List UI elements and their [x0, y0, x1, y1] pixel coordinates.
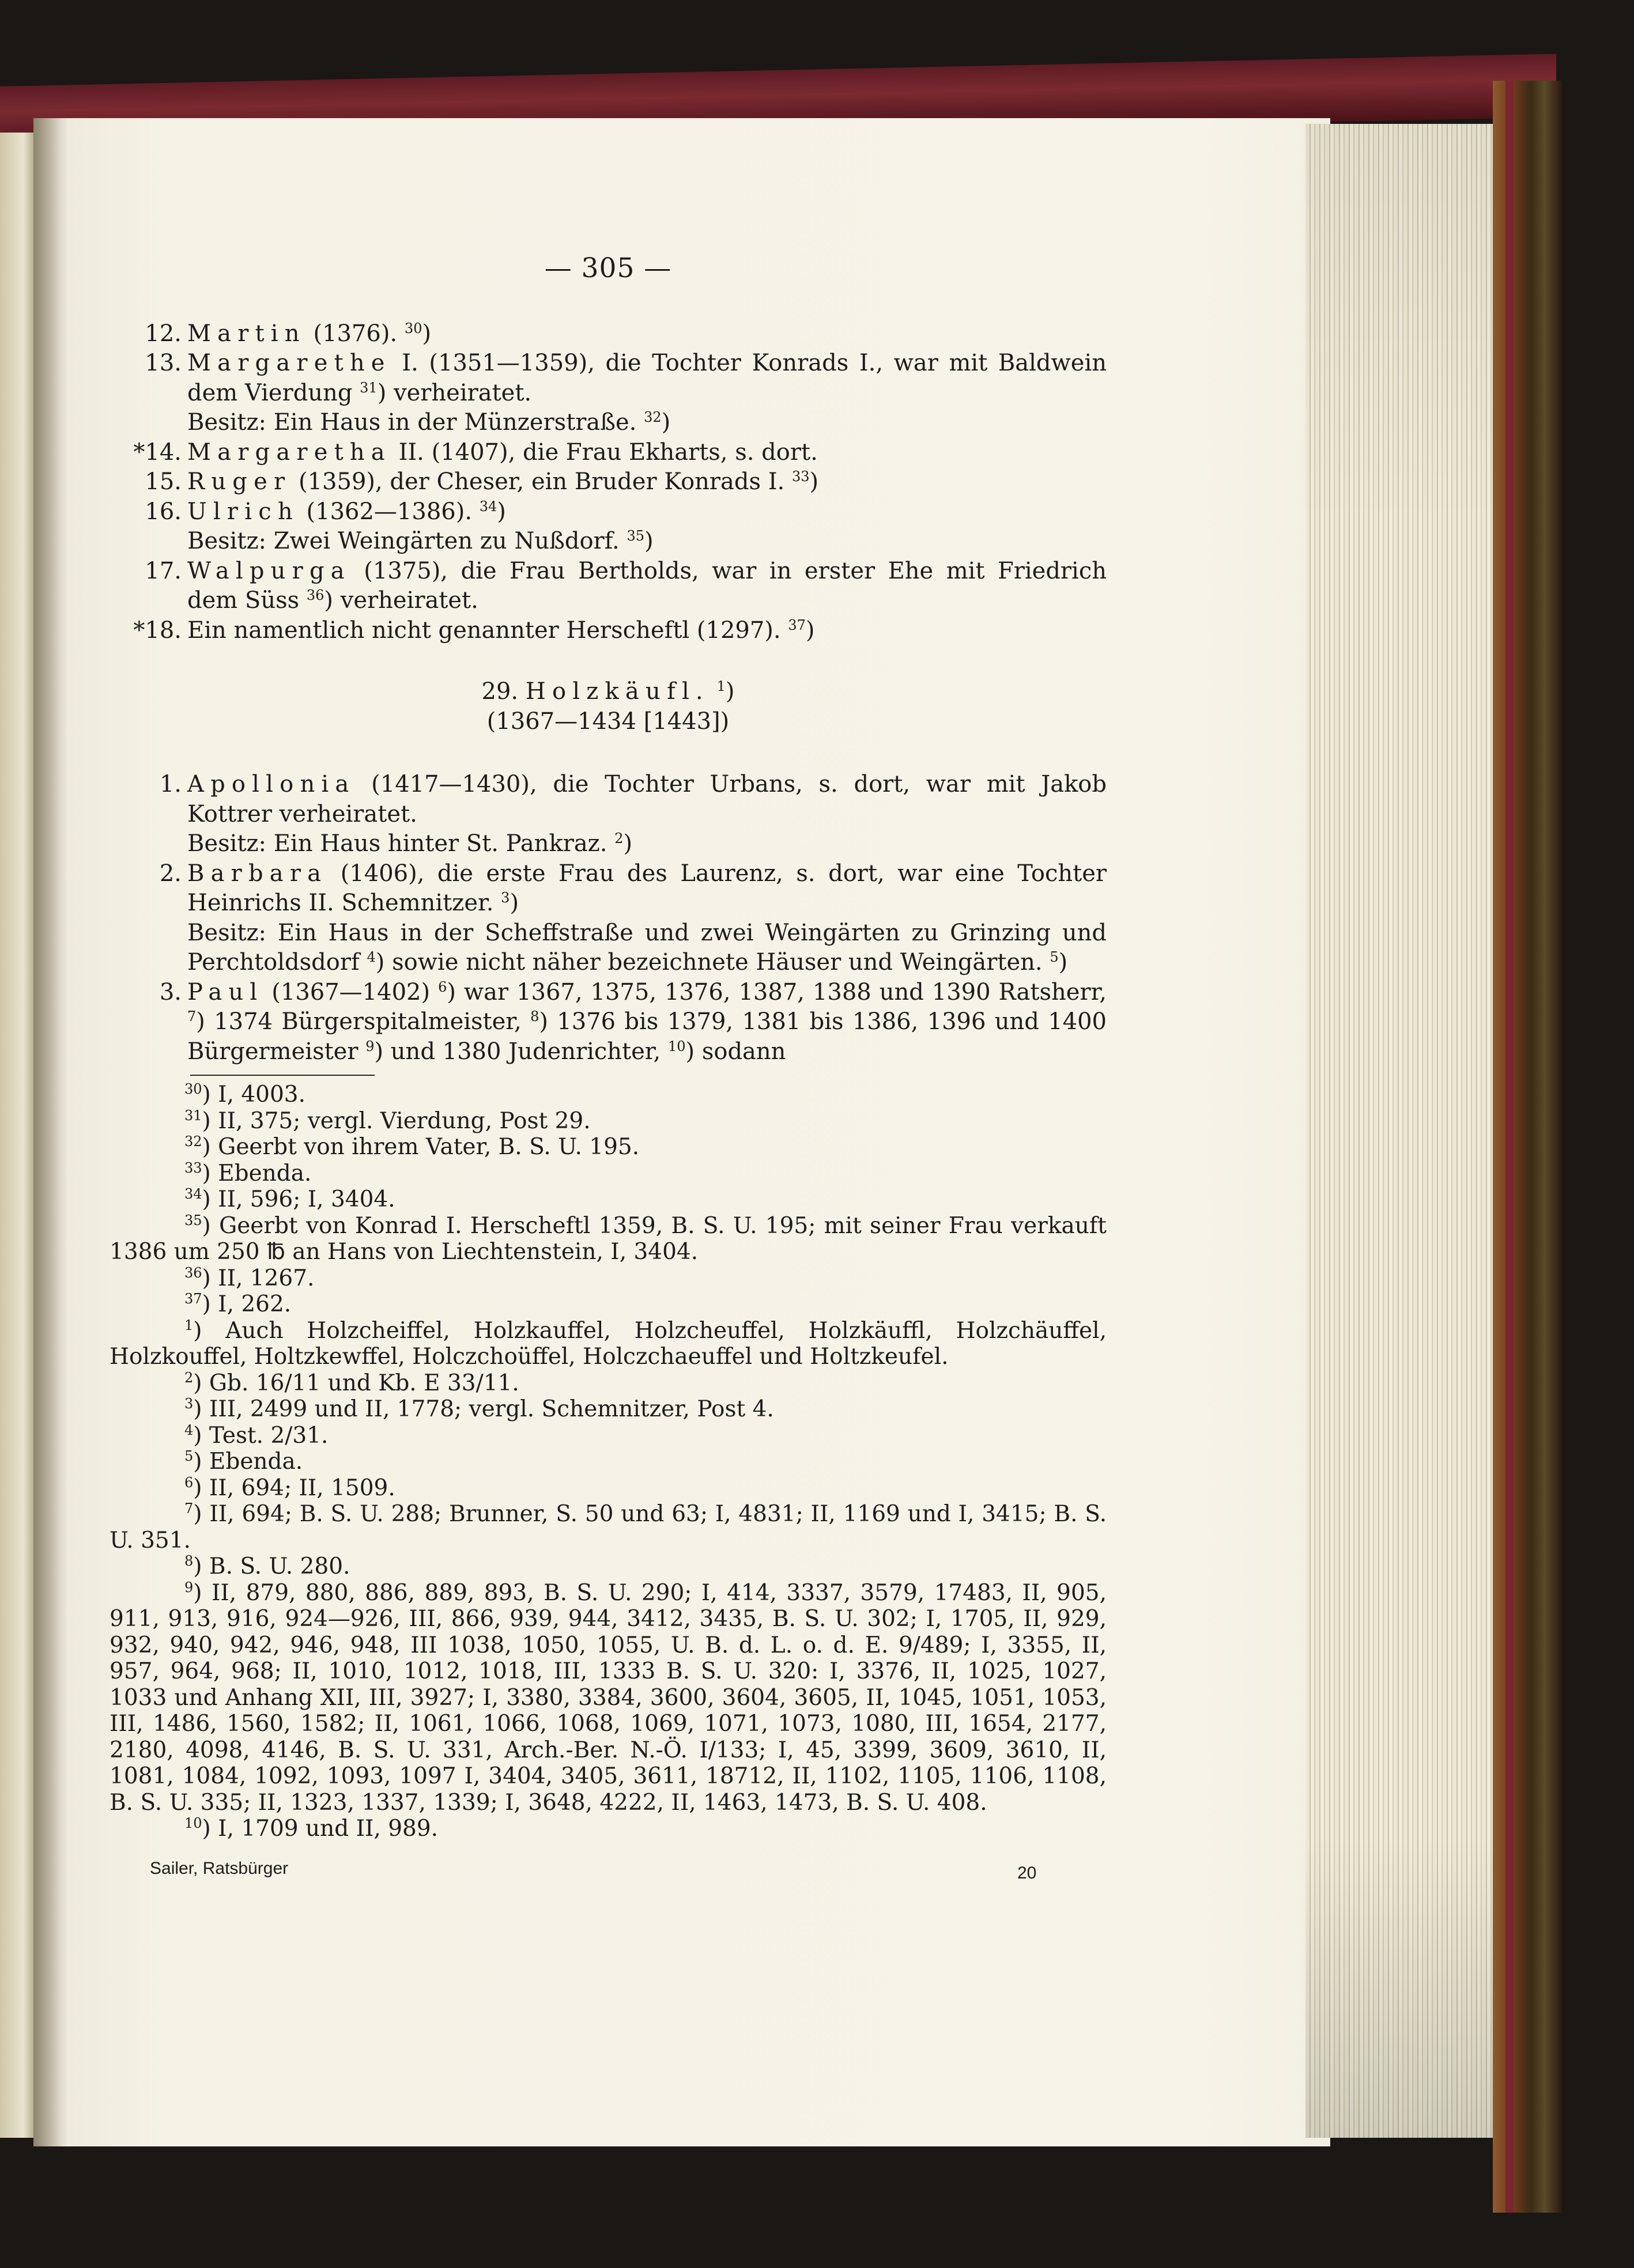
- entry-name: Martin: [187, 320, 306, 347]
- note-ref: 37: [788, 617, 806, 633]
- section-title: 29. Holzkäufl. $^1$): [481, 678, 735, 705]
- note-ref: 32: [644, 409, 662, 425]
- note-ref: 33: [791, 468, 810, 485]
- note-ref: 6: [438, 978, 447, 995]
- entry-name: Barbara: [187, 860, 328, 887]
- entry-number: 15.: [145, 468, 182, 495]
- entry-name: Margaretha: [187, 439, 391, 466]
- footnotes: [110, 1082, 1107, 1842]
- footnote-number: 32: [184, 1133, 202, 1150]
- entry-text: ) verheiratet.: [377, 379, 532, 406]
- entry-text: ) sodann: [685, 1038, 786, 1065]
- entry-body: Martin (1376). $^{30}$): [187, 320, 432, 347]
- footnote: $^{35}$) Geerbt von Konrad I. Herscheftl 1359, B. S. U. 195; mit seiner Frau verkauft 1386 um 250 ℔ an Hans von Liechtenstein, I, 3404.: [110, 1212, 1107, 1265]
- footnote: $^{37}$) I, 262.: [184, 1291, 292, 1317]
- footnote-text: II, 694; II, 1509.: [209, 1475, 395, 1501]
- footnote-number: 6: [184, 1474, 194, 1491]
- entry-1: [110, 770, 1107, 859]
- footnote-number: 37: [184, 1291, 202, 1307]
- besitz-line-cont: ) sowie nicht näher bezeichnete Häuser und Weingärten.: [375, 949, 1043, 976]
- section-number: 29.: [481, 678, 526, 705]
- entry-text: war 1367, 1375, 1376, 1387, 1388 und 1390 Ratsherr,: [455, 978, 1107, 1006]
- entry-name: Margarethe: [187, 350, 391, 376]
- footnote-number: 1: [184, 1317, 194, 1333]
- entry-text: (1417—1430), die Tochter Urbans, s. dort, war mit Jakob Kottrer verheiratet.: [187, 771, 1107, 827]
- footnote: $^{36}$) II, 1267.: [184, 1264, 315, 1291]
- footnote-number: 2: [184, 1369, 194, 1386]
- footnote: $^9$) II, 879, 880, 886, 889, 893, B. S. U. 290; I, 414, 3337, 3579, 17483, II, 905, 911, 913, 916, 924—926, III, 866, 939, 944, 3412, 3435, B. S. U. 302; I, 1705, II, 929, 932, 940, 942, 946, 948, III 1038, 1050, 1055, U. B. d. L. o. d. E. 9/489; I, 3355, II, 957, 964, 968; II, 1010, 1012, 1018, III, 1333 B. S. U. 320: I, 3376, II, 1025, 1027, 1033 und Anhang XII, III, 3927; I, 3380, 3384, 3600, 3604, 3605, II, 1045, 1051, 1053, III, 1486, 1560, 1582; II, 1061, 1066, 1068, 1069, 1071, 1073, 1080, III, 1654, 2177, 2180, 4098, 4146, B. S. U. 331, Arch.-Ber. N.-Ö. I/133; I, 45, 3399, 3609, 3610, II, 1081, 1084, 1092, 1093, 1097 I, 3404, 3405, 3611, 18712, II, 1102, 1105, 1106, 1108, B. S. U. 335; II, 1323, 1337, 1339; I, 3648, 4222, II, 1463, 1473, B. S. U. 408.: [110, 1579, 1107, 1816]
- footnote-text: Ebenda.: [218, 1160, 312, 1186]
- entry-body: [187, 438, 1107, 468]
- entry-body: Ulrich (1362—1386). $^{34}$) Besitz: Zwei Weingärten zu Nußdorf. $^{35}$): [187, 498, 654, 554]
- footnote-text: B. S. U. 280.: [209, 1553, 350, 1579]
- note-ref: 34: [479, 498, 497, 515]
- footnote-number: 7: [184, 1500, 194, 1517]
- entry-number: 1.: [159, 771, 182, 797]
- entry-name: Paul: [187, 978, 264, 1006]
- entry-text: ) 1376 bis 1379, 1381 bis 1386, 1396 und 1400 Bürgermeister: [187, 1008, 1107, 1065]
- entry-17: [110, 557, 1107, 616]
- note-ref: 10: [667, 1038, 686, 1054]
- entry-text: ) verheiratet.: [324, 587, 478, 614]
- footnote-rule: [190, 1075, 375, 1076]
- page-text: [110, 254, 1107, 1888]
- note-ref: 5: [1050, 949, 1059, 965]
- footnote-number: 5: [184, 1448, 194, 1464]
- footnote-number: 9: [184, 1579, 194, 1596]
- entry-number: 2.: [159, 860, 182, 887]
- entry-12: [110, 319, 1107, 349]
- entry-body: Ruger (1359), der Cheser, ein Bruder Konrads I. $^{33}$): [187, 468, 819, 495]
- footnote: $^4$) Test. 2/31.: [184, 1422, 329, 1449]
- entry-number: 16.: [145, 498, 182, 525]
- footnote-number: 10: [184, 1815, 202, 1831]
- footnote-number: 34: [184, 1186, 202, 1202]
- page-gutter-shadow: [33, 118, 68, 2146]
- book-cover-spine: [1493, 81, 1562, 2213]
- entry-body: Barbara (1406), die erste Frau des Laurenz, s. dort, war eine Tochter Heinrichs II. Schemnitzer. $^3$) Besitz: Ein Haus in der Scheffstraße und zwei Weingärten zu Grinzing und Perchtoldsdorf $^4$) sowie nicht näher bezeichnete Häuser und Weingärten. $^5$): [187, 860, 1107, 976]
- entry-number: *14.: [133, 439, 182, 466]
- entry-name: Apollonia: [187, 771, 356, 797]
- footnote-text: Auch Holzcheiffel, Holzkauffel, Holzcheuffel, Holzkäuffl, Holzchäuffel, Holzkouffel, Holtzkewffel, Holczchoüffel, Holczchaeuffel und Holtzkeufel.: [110, 1317, 1107, 1370]
- footnote-text: II, 1267.: [218, 1265, 315, 1291]
- entry-number: 17.: [145, 557, 182, 584]
- footnote: $^{34}$) II, 596; I, 3404.: [184, 1186, 395, 1212]
- footnote: $^2$) Gb. 16/11 und Kb. E 33/11.: [184, 1369, 519, 1396]
- entry-text: (1362—1386).: [299, 498, 473, 525]
- entry-name: Walpurga: [187, 557, 351, 584]
- entry-2: [110, 859, 1107, 978]
- entry-text: I. (1351—1359), die Tochter Konrads I., war mit Baldwein dem Vierdung: [187, 350, 1107, 406]
- footnote: $^8$) B. S. U. 280.: [184, 1553, 350, 1579]
- entry-body: Margarethe I. (1351—1359), die Tochter Konrads I., war mit Baldwein dem Vierdung $^{31}$) verheiratet. Besitz: Ein Haus in der Münzerstraße. $^{32}$): [187, 350, 1107, 436]
- footnote-text: I, 1709 und II, 989.: [218, 1816, 439, 1842]
- entry-text: ) und 1380 Judenrichter,: [374, 1038, 668, 1065]
- footnote-number: 30: [184, 1081, 202, 1097]
- besitz-line: Besitz: Ein Haus in der Scheffstraße und zwei Weingärten zu Grinzing und Perchtoldsdorf: [187, 919, 1107, 976]
- footnote: $^7$) II, 694; B. S. U. 288; Brunner, S. 50 und 63; I, 4831; II, 1169 und I, 3415; B. S. U. 351.: [110, 1500, 1107, 1553]
- footnote: $^{33}$) Ebenda.: [184, 1159, 312, 1186]
- footnote: $^6$) II, 694; II, 1509.: [184, 1474, 395, 1501]
- footnote-number: 33: [184, 1159, 202, 1176]
- entry-text: (1359), der Cheser, ein Bruder Konrads I.: [291, 468, 785, 495]
- footnote-text: II, 879, 880, 886, 889, 893, B. S. U. 290; I, 414, 3337, 3579, 17483, II, 905, 911, 913, 916, 924—926, III, 866, 939, 944, 3412, 3435, B. S. U. 302; I, 1705, II, 929, 932, 940, 942, 946, 948, III 1038, 1050, 1055, U. B. d. L. o. d. E. 9/489; I, 3355, II, 957, 964, 968; II, 1010, 1012, 1018, III, 1333 B. S. U. 320: I, 3376, II, 1025, 1027, 1033 und Anhang XII, III, 3927; I, 3380, 3384, 3600, 3604, 3605, II, 1045, 1051, 1053, III, 1486, 1560, 1582; II, 1061, 1066, 1068, 1069, 1071, 1073, 1080, III, 1654, 2177, 2180, 4098, 4146, B. S. U. 331, Arch.-Ber. N.-Ö. I/133; I, 45, 3399, 3609, 3610, II, 1081, 1084, 1092, 1093, 1097 I, 3404, 3405, 3611, 18712, II, 1102, 1105, 1106, 1108, B. S. U. 335; II, 1323, 1337, 1339; I, 3648, 4222, II, 1463, 1473, B. S. U. 408.: [110, 1579, 1107, 1816]
- footnote-text: Geerbt von Konrad I. Herscheftl 1359, B. S. U. 195; mit seiner Frau verkauft 1386 um 250 ℔ an Hans von Liechtenstein, I, 3404.: [110, 1212, 1107, 1265]
- note-ref: 36: [306, 587, 324, 603]
- entry-number: 3.: [159, 978, 182, 1006]
- footer-signature: Sailer, Ratsbürger: [150, 1858, 289, 1878]
- note-ref: 35: [627, 528, 645, 544]
- entry-body: [187, 557, 1107, 616]
- footnote-number: 35: [184, 1212, 202, 1228]
- entry-text: (1376).: [305, 320, 398, 347]
- entry-number: *18.: [133, 617, 182, 644]
- entry-16: [110, 497, 1107, 557]
- entry-body: Paul (1367—1402) $^6$) war 1367, 1375, 1376, 1387, 1388 und 1390 Ratsherr, $^7$) 1374 Bürgerspitalmeister, $^8$) 1376 bis 1379, 1381 bis 1386, 1396 und 1400 Bürgermeister $^9$) und 1380 Judenrichter, $^{10}$) sodann: [187, 978, 1107, 1065]
- entry-3: [110, 978, 1107, 1067]
- footnote: $^5$) Ebenda.: [184, 1448, 303, 1475]
- entry-text: (1406), die erste Frau des Laurenz, s. dort, war eine Tochter Heinrichs II. Schemnitzer.: [187, 860, 1107, 916]
- footnote: $^1$) Auch Holzcheiffel, Holzkauffel, Holzcheuffel, Holzkäuffl, Holzchäuffel, Holzkouffel, Holtzkewffel, Holczchoüffel, Holczchaeuffel und Holtzkeufel.: [110, 1317, 1107, 1370]
- footnote: $^{32}$) Geerbt von ihrem Vater, B. S. U. 195.: [184, 1133, 640, 1160]
- entry-name: Ruger: [187, 468, 292, 495]
- footnote-text: III, 2499 und II, 1778; vergl. Schemnitzer, Post 4.: [209, 1396, 774, 1422]
- entry-18: [110, 616, 1107, 646]
- note-ref: 8: [530, 1008, 539, 1025]
- page-number: — 305 —: [544, 252, 672, 284]
- besitz-line: Besitz: Zwei Weingärten zu Nußdorf.: [187, 528, 620, 554]
- section-family-name: Holzkäufl.: [525, 678, 710, 705]
- note-ref: 2: [614, 830, 624, 846]
- note-ref: 3: [501, 890, 510, 906]
- footnote-number: 31: [184, 1107, 202, 1124]
- footnote: $^3$) III, 2499 und II, 1778; vergl. Schemnitzer, Post 4.: [184, 1396, 774, 1422]
- footnote-number: 4: [184, 1422, 194, 1438]
- footnote-number: 36: [184, 1264, 202, 1281]
- footnote-text: Test. 2/31.: [209, 1422, 329, 1449]
- entry-body: Apollonia (1417—1430), die Tochter Urbans, s. dort, war mit Jakob Kottrer verheiratet. Besitz: Ein Haus hinter St. Pankraz. $^2$): [187, 771, 1107, 857]
- entry-text: II. (1407), die Frau Ekharts, s. dort.: [391, 439, 818, 466]
- note-ref: 7: [187, 1008, 197, 1025]
- footnote-text: II, 596; I, 3404.: [218, 1186, 395, 1212]
- footnote-text: I, 4003.: [218, 1082, 306, 1107]
- footnote-text: II, 694; B. S. U. 288; Brunner, S. 50 und 63; I, 4831; II, 1169 und I, 3415; B. S. U. 351.: [110, 1501, 1107, 1553]
- section-dates: (1367—1434 [1443]): [486, 708, 730, 735]
- note-ref: 30: [404, 320, 422, 337]
- entry-name: Ulrich: [187, 498, 299, 525]
- note-ref: 31: [360, 379, 378, 396]
- entry-14: [110, 438, 1107, 468]
- note-ref: 1: [716, 678, 726, 694]
- footnote-number: 8: [184, 1553, 194, 1569]
- footer-sheet-number: 20: [1017, 1863, 1037, 1883]
- footnote-text: II, 375; vergl. Vierdung, Post 29.: [218, 1107, 591, 1134]
- left-page-edge: [0, 133, 33, 2138]
- footnote-number: 3: [184, 1396, 194, 1412]
- entry-text: Ein namentlich nicht genannter Herscheftl (1297).: [187, 617, 781, 644]
- besitz-line: Besitz: Ein Haus hinter St. Pankraz.: [187, 830, 607, 857]
- entry-text: (1375), die Frau Bertholds, war in erster Ehe mit Friedrich dem Süss: [187, 557, 1107, 614]
- footnote: $^{31}$) II, 375; vergl. Vierdung, Post 29.: [184, 1107, 591, 1134]
- page-edges-shade: [1305, 124, 1493, 2138]
- entry-number: 12.: [145, 320, 182, 347]
- entry-number: 13.: [145, 350, 182, 376]
- entry-text: (1367—1402): [263, 978, 431, 1006]
- footnote-text: Gb. 16/11 und Kb. E 33/11.: [209, 1370, 519, 1396]
- entry-15: [110, 467, 1107, 497]
- entry-13: [110, 349, 1107, 438]
- footnote: $^{30}$) I, 4003.: [184, 1081, 306, 1107]
- entry-text: ) 1374 Bürgerspitalmeister,: [196, 1008, 531, 1035]
- footnote-text: I, 262.: [218, 1291, 292, 1317]
- entry-body: Ein namentlich nicht genannter Herscheftl (1297). $^{37}$): [187, 617, 815, 644]
- footnote-text: Ebenda.: [209, 1449, 303, 1475]
- page-footer: [110, 1854, 1107, 1888]
- besitz-line: Besitz: Ein Haus in der Münzerstraße.: [187, 409, 637, 436]
- note-ref: 9: [365, 1038, 375, 1054]
- cover-stripe: [1505, 81, 1514, 2213]
- note-ref: 4: [367, 949, 376, 965]
- footnote: $^{10}$) I, 1709 und II, 989.: [184, 1815, 439, 1842]
- footnote-text: Geerbt von ihrem Vater, B. S. U. 195.: [218, 1134, 640, 1160]
